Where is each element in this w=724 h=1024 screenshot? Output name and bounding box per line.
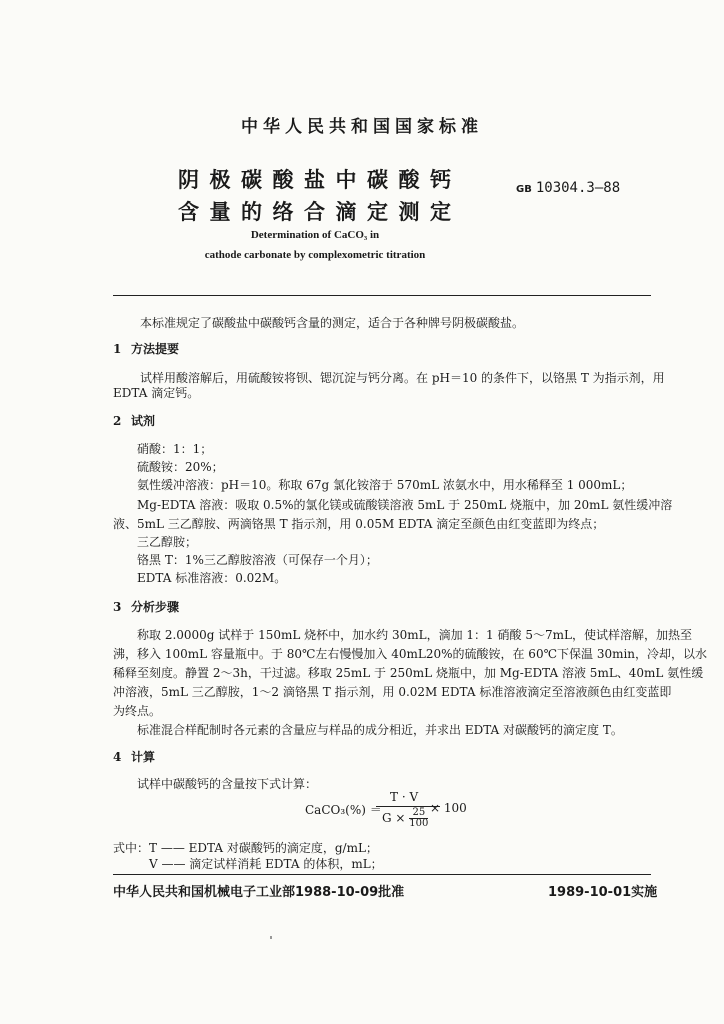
section-4-number: 4 bbox=[113, 750, 122, 764]
section-1-number: 1 bbox=[113, 342, 122, 356]
title-line-1: 阴极碳酸盐中碳酸钙 bbox=[178, 167, 462, 192]
section-4-heading bbox=[113, 748, 155, 765]
effective-date: 1989-10-01实施 bbox=[548, 885, 658, 900]
intro-paragraph: 本标准规定了碳酸盐中碳酸钙含量的测定，适合于各种牌号阴极碳酸盐。 bbox=[140, 316, 525, 330]
english-title-line-1: Determination of CaCO₃ in bbox=[250, 229, 380, 241]
formula-lhs: CaCO₃(%) ＝ bbox=[305, 803, 382, 817]
calculation-intro: 试样中碳酸钙的含量按下式计算： bbox=[137, 777, 318, 791]
procedure-line: 标准混合样配制时各元素的含量应与样品的成分相近，并求出 EDTA 对碳酸钙的滴定度 T。 bbox=[137, 723, 623, 737]
standard-code bbox=[516, 180, 620, 196]
section-1-title: 方法提要 bbox=[131, 342, 180, 356]
section-1-text-line-2: EDTA 滴定钙。 bbox=[113, 386, 200, 400]
title-line-2: 含量的络合滴定测定 bbox=[178, 199, 462, 224]
section-1-heading bbox=[113, 340, 179, 357]
section-3-number: 3 bbox=[113, 600, 122, 614]
standard-code-number: 10304.3—88 bbox=[535, 180, 621, 196]
section-4-title: 计算 bbox=[131, 750, 156, 764]
reagent-item: Mg-EDTA 溶液：吸取 0.5%的氯化镁或硫酸镁溶液 5mL 于 250mL 烧瓶中，加 20mL 氨性缓冲溶 bbox=[137, 498, 673, 512]
procedure-line: 冲溶液，5mL 三乙醇胺，1～2 滴铬黑 T 指示剂，用 0.02M EDTA 标准溶液滴定至溶液颜色由红变蓝即 bbox=[113, 685, 672, 699]
section-2-heading bbox=[113, 412, 155, 429]
reagent-item: 氨性缓冲溶液：pH＝10。称取 67g 氯化铵溶于 570mL 浓氨水中，用水稀释至 1 000mL； bbox=[137, 478, 633, 492]
reagent-item: 铬黑 T：1%三乙醇胺溶液（可保存一个月）； bbox=[137, 553, 378, 567]
header-divider bbox=[113, 295, 651, 296]
procedure-line: 称取 2.0000g 试样于 150mL 烧杯中，加水约 30mL，滴加 1：1 硝酸 5～7mL，使试样溶解，加热至 bbox=[137, 628, 692, 642]
formula-numerator: T · V bbox=[390, 790, 419, 804]
issuing-organization: 中华人民共和国国家标准 bbox=[241, 117, 483, 137]
formula-denominator bbox=[382, 808, 428, 829]
section-2-title: 试剂 bbox=[131, 414, 156, 428]
procedure-line: 沸，移入 100mL 容量瓶中。于 80℃左右慢慢加入 40mL20%的硫酸铵，在 60℃下保温 30min，冷却，以水 bbox=[113, 647, 708, 661]
formula-small-fraction-numerator: 25 bbox=[412, 807, 426, 818]
footer-divider bbox=[113, 874, 651, 875]
procedure-line: 为终点。 bbox=[113, 704, 162, 718]
scan-speck bbox=[270, 936, 272, 939]
where-label: 式中： bbox=[113, 841, 150, 855]
procedure-line: 稀释至刻度。静置 2～3h，干过滤。移取 25mL 于 250mL 烧瓶中，加 Mg-EDTA 溶液 5mL、40mL 氨性缓 bbox=[113, 666, 704, 680]
reagent-item: 硫酸铵：20%； bbox=[137, 460, 224, 474]
reagent-item-continued: 液、5mL 三乙醇胺、两滴铬黑 T 指示剂，用 0.05M EDTA 滴定至颜色由红变蓝即为终点； bbox=[113, 517, 605, 531]
calculation-formula bbox=[260, 790, 480, 836]
approval-statement: 中华人民共和国机械电子工业部1988-10-09批准 bbox=[113, 885, 405, 900]
section-3-heading bbox=[113, 598, 179, 615]
where-text-1: T —— EDTA 对碳酸钙的滴定度，g/mL； bbox=[149, 841, 378, 855]
formula-small-fraction-denominator: 100 bbox=[409, 818, 429, 829]
reagent-item: 硝酸：1：1； bbox=[137, 442, 213, 456]
english-title-line-2: cathode carbonate by complexometric titration bbox=[204, 249, 426, 261]
reagent-item: EDTA 标准溶液：0.02M。 bbox=[137, 571, 287, 585]
standard-code-prefix: GB bbox=[516, 184, 532, 195]
formula-small-fraction bbox=[409, 808, 428, 829]
section-1-text-line-1: 试样用酸溶解后，用硫酸铵将钡、锶沉淀与钙分离。在 pH＝10 的条件下，以铬黑 T 为指示剂，用 bbox=[140, 371, 665, 385]
formula-multiplier: × 100 bbox=[430, 801, 467, 815]
where-definition-2: V —— 滴定试样消耗 EDTA 的体积，mL； bbox=[149, 857, 383, 871]
reagent-item: 三乙醇胺； bbox=[137, 535, 198, 549]
section-2-number: 2 bbox=[113, 414, 122, 428]
formula-denominator-prefix: G × bbox=[382, 811, 406, 825]
section-3-title: 分析步骤 bbox=[131, 600, 180, 614]
